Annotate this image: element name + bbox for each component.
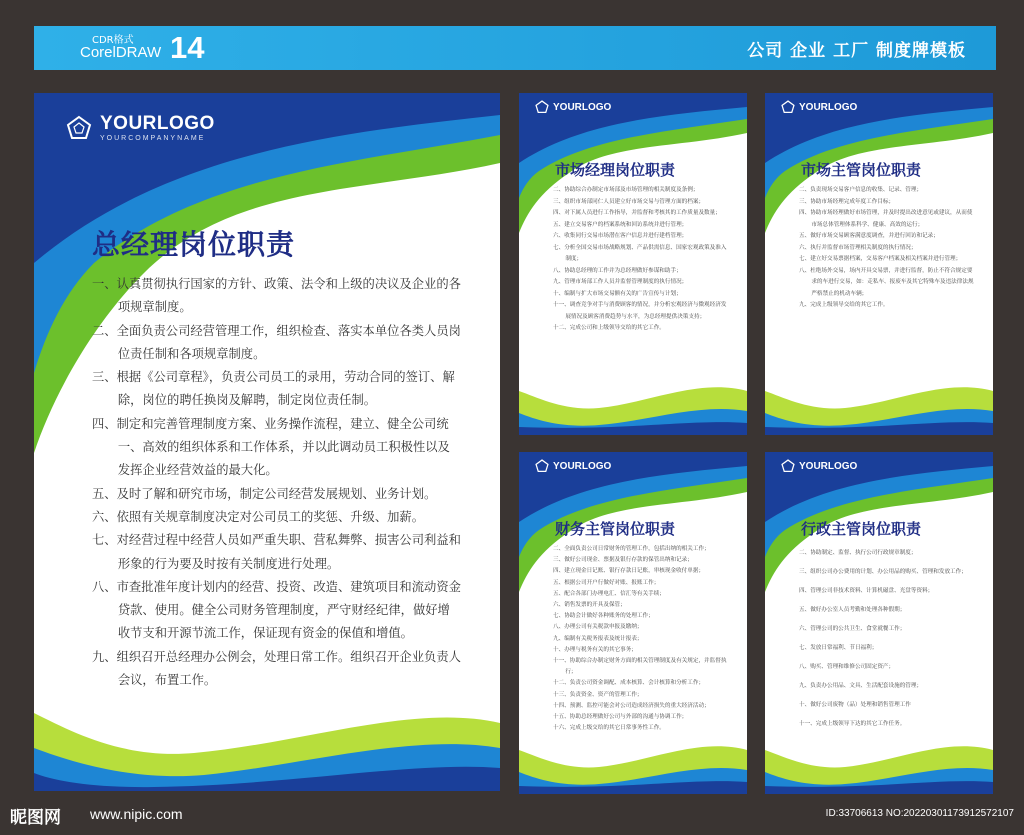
list-item: 九、编制有关税务报表及统计报表；: [553, 635, 643, 642]
board-title: 总经理岗位职责: [92, 228, 296, 261]
company-logo: [781, 459, 857, 473]
list-item: 七、分析全国交易市场战略规划、产品供需信息、国家宏观政策及准入制度；: [553, 244, 727, 262]
software-label: CorelDRAW: [80, 44, 162, 61]
list-item: 四、制定和完善管理制度方案、业务操作流程，建立、健全公司统一、高效的组织体系和工作体系，并以此调动员工积极性以及发挥企业经营效益的最大化。: [92, 416, 450, 478]
list-item: 四、对下属人员进行工作指导，并监督和考核其的工作质量及数量；: [553, 210, 721, 216]
list-item: 六、销售发票的开具及保管；: [553, 602, 626, 609]
list-item: 三、做好公司现金、票据及银行存款的保管出纳和记录；: [553, 557, 693, 564]
list-item: 三、组织市场部同仁人员建立好市场交易与管理方面的档案；: [553, 198, 705, 205]
list-item: 三、组织公司办公费用的计划、办公用品的购买、管理和发放工作；: [799, 569, 967, 575]
board-admin-supervisor: [765, 452, 993, 794]
company-logo: [535, 100, 611, 114]
list-item: 三、根据《公司章程》，负责公司员工的录用，劳动合同的签订、解除，岗位的聘任换岗及解聘，制定岗位责任制。: [92, 370, 455, 408]
list-item: 五、配合各部门办理电汇、信汇等有关手续；: [553, 590, 665, 597]
board-market-supervisor: [765, 93, 993, 435]
list-item: 九、组织召开总经理办公例会，处理日常工作。组织召开企业负责人会议，布置工作。: [92, 649, 461, 688]
list-item: 三、协助市场经理完成年度工作目标；: [799, 198, 895, 205]
list-item: 一、认真贯彻执行国家的方针、政策、法令和上级的决议及企业的各项规章制度。: [92, 277, 461, 315]
list-item: 九、完成上级领导交给的其它工作。: [799, 302, 889, 308]
duty-list: [553, 544, 729, 734]
list-item: 七、建立好交易票据档案，交易客户档案及相关档案并进行管理；: [799, 256, 962, 262]
list-item: 八、办理公司有关税款申报及缴纳；: [553, 624, 643, 631]
pentagon-logo-icon: [66, 115, 92, 141]
list-item: 五、根据公司开户行做好对账、报账工作；: [553, 579, 660, 586]
template-title: 公司 企业 工厂 制度牌模板: [747, 41, 966, 61]
version-label: 14: [170, 30, 205, 65]
list-item: 十二、负责公司资金调配、成本核算、会计核算和分析工作；: [553, 680, 705, 687]
logo-name: YOURLOGO: [100, 113, 215, 134]
list-item: 十、编制与扩大市场交易额有关的广告宣传与计划；: [553, 290, 682, 297]
list-item: 十一、协助综合办制定财务方面的相关管理制度及有关规定，并监督执行；: [553, 658, 727, 676]
format-label: CDR格式: [92, 35, 134, 46]
list-item: 十六、完成上级交给的其它日常事务性工作。: [553, 725, 665, 732]
pentagon-logo-icon: [781, 100, 795, 114]
list-item: 二、全面负责公司经营管理工作，组织检查、落实本单位各类人员岗位责任制和各项规章制度。: [92, 323, 461, 361]
list-item: 二、全面负责公司日常财务的管理工作，包括出纳的相关工作；: [553, 546, 710, 552]
list-item: 四、建立现金日记账、银行存款日记账，审核现金收付单据；: [553, 568, 705, 575]
duty-list: [92, 273, 462, 692]
list-item: 九、负责办公用品、文具、生活配套设施的管理；: [799, 683, 923, 689]
board-finance-supervisor: [519, 452, 747, 794]
list-item: 十一、完成上级领导下达的其它工作任务。: [799, 721, 906, 727]
board-market-manager: [519, 93, 747, 435]
pentagon-logo-icon: [535, 459, 549, 473]
list-item: 七、对经营过程中经营人员如严重失职、营私舞弊、损害公司利益和形象的行为要及时按有关制度进行处理。: [92, 533, 461, 571]
list-item: 二、负责现场交易客户信息的收集、记录、管理；: [799, 187, 923, 193]
company-logo: [66, 113, 215, 142]
board-general-manager: [34, 93, 500, 791]
board-title: 行政主管岗位职责: [801, 520, 922, 538]
logo-name: YOURLOGO: [799, 101, 858, 113]
list-item: 五、做好市场交易顾客满意度调查，并进行回访和记录；: [799, 233, 939, 239]
list-item: 六、执行并监督市场管理相关制度的执行情况；: [799, 244, 917, 251]
list-item: 十四、预测、监控可能会对公司造成经济损失的重大经济活动；: [553, 702, 710, 709]
list-item: 六、收集同行交易市场潜在客户信息并进行建档管理；: [553, 233, 688, 239]
logo-name: YOURLOGO: [799, 460, 858, 472]
duty-list: [553, 185, 729, 335]
list-item: 四、管理公司非技术资料、计算机磁盘、光盘等资料；: [799, 588, 934, 594]
list-item: 十、做好公司废物（品）处理和销售管理工作: [799, 702, 911, 708]
list-item: 五、及时了解和研究市场，制定公司经营发展规划、业务计划。: [92, 486, 437, 501]
company-logo: [781, 100, 857, 114]
watermark-id: ID:33706613 NO:20220301173912572107: [825, 808, 1014, 819]
board-title: 财务主管岗位职责: [555, 520, 676, 538]
watermark-url: www.nipic.com: [90, 806, 183, 822]
company-logo: [535, 459, 611, 473]
list-item: 六、管理公司的公共卫生、食堂就餐工作；: [799, 626, 906, 632]
list-item: 十五、协助总经理做好公司与外部的沟通与协调工作；: [553, 714, 688, 721]
list-item: 六、依照有关规章制度决定对公司员工的奖惩、升级、加薪。: [92, 509, 425, 524]
logo-name: YOURLOGO: [553, 101, 612, 113]
list-item: 四、协助市场经理做好市场管理，并及时提出改进意见或建议，从而使市场总体管理体系科学、健康、高效的运行；: [799, 210, 973, 228]
list-item: 十三、负责资金、资产的管理工作；: [553, 691, 643, 698]
list-item: 七、发放日常福利、节日福利；: [799, 645, 878, 651]
list-item: 八、购买、管理和维修公司固定资产；: [799, 664, 895, 670]
list-item: 五、做好办公室人员考勤和处理各种假期；: [799, 607, 906, 613]
pentagon-logo-icon: [781, 459, 795, 473]
board-title: 市场主管岗位职责: [801, 161, 922, 179]
logo-name: YOURLOGO: [553, 460, 612, 472]
pentagon-logo-icon: [535, 100, 549, 114]
duty-list: [799, 185, 975, 312]
list-item: 八、杜绝场外交易，场内开具交易票，并进行监督，防止不符合规定要求的车进行交易，如：走私车、报废车及其它特殊车及违法律法规严格禁止的机动车辆；: [799, 267, 974, 297]
duty-list: [799, 544, 975, 734]
list-item: 八、协助总经理的工作并为总经理做好参谋和助手；: [553, 267, 682, 274]
watermark-site-name: 昵图网: [10, 808, 61, 828]
board-title: 市场经理岗位职责: [555, 161, 676, 179]
logo-tagline: YOURCOMPANYNAME: [100, 135, 206, 142]
list-item: 七、协助会计做好各种账务的处理工作；: [553, 613, 654, 620]
list-item: 五、建立交易客户的档案系统和回访系统并进行管理；: [553, 221, 688, 228]
list-item: 二、协助制定、监督、执行公司行政规章制度；: [799, 550, 917, 556]
list-item: 十二、完成公司和上级领导交给的其它工作。: [553, 325, 665, 331]
list-item: 十一、调查竞争对手与消费顾客的情况，并分析宏观经济与微观经济发展情况及顾客消费趋势与水平，为总经理提供决策支持；: [553, 302, 727, 320]
list-item: 十、办理与税务有关的其它事务；: [553, 646, 637, 653]
list-item: 八、市查批准年度计划内的经营、投资、改造、建筑项目和流动资金贷款、使用。健全公司财务管理制度，严守财经纪律，做好增收节支和开源节流工作，保证现有资金的保值和增值。: [92, 579, 461, 641]
list-item: 九、管理市场部工作人员并监督管理制度的执行情况；: [553, 279, 688, 285]
list-item: 二、协助综合办制定市场部及市场管理的相关制度及条例；: [553, 187, 699, 193]
